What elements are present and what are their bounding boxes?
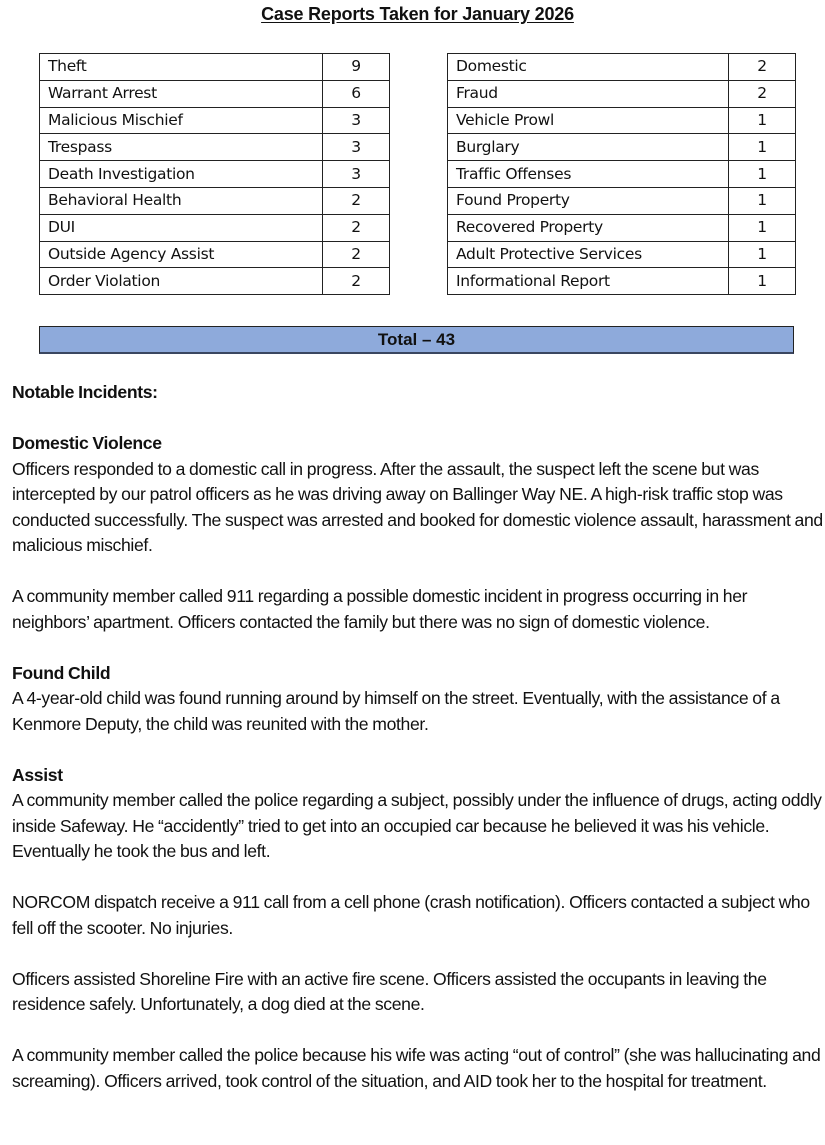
table-row [40,54,390,81]
table-row [40,107,390,134]
case-type-label: Traffic Offenses [448,161,729,188]
case-count-value: 2 [323,187,390,214]
case-count-value: 2 [323,241,390,268]
case-type-label: Fraud [448,80,729,107]
notable-incidents-body [12,380,824,1120]
table-row [448,268,796,295]
case-count-value: 6 [323,80,390,107]
notable-incidents-heading: Notable Incidents: [12,382,158,402]
incident-paragraph: A 4-year-old child was found running around by himself on the street. Eventually, with the assistance of a Kenmore Deputy, the child was reunited with the mother. [12,688,780,734]
case-count-value: 1 [729,214,796,241]
table-row [448,214,796,241]
case-count-value: 1 [729,268,796,295]
case-type-label: DUI [40,214,323,241]
case-type-label: Warrant Arrest [40,80,323,107]
case-type-label: Burglary [448,134,729,161]
case-count-value: 2 [729,80,796,107]
incident-paragraph: NORCOM dispatch receive a 911 call from a cell phone (crash notification). Officers contacted a subject who fell off the scooter. No injuries. [12,892,810,938]
table-row [40,80,390,107]
table-row [40,187,390,214]
case-count-value: 2 [729,54,796,81]
table-row [448,134,796,161]
case-type-label: Death Investigation [40,161,323,188]
case-count-value: 2 [323,214,390,241]
incident-section [12,661,824,738]
case-count-value: 3 [323,107,390,134]
section-heading: Found Child [12,662,111,683]
case-type-label: Domestic [448,54,729,81]
incident-paragraph: Officers responded to a domestic call in progress. After the assault, the suspect left the scene but was intercepted by our patrol officers as he was driving away on Ballinger Way NE. A high-risk traffic stop was conducted successfully. The suspect was arrested and booked for domestic violence assault, harassment and malicious mischief. [12,458,823,555]
table-row [40,161,390,188]
table-row [448,54,796,81]
table-row [448,161,796,188]
case-type-label: Informational Report [448,268,729,295]
case-type-label: Outside Agency Assist [40,241,323,268]
case-type-label: Theft [40,54,323,81]
incident-section [12,763,824,1095]
case-type-label: Found Property [448,187,729,214]
incident-section [12,431,824,635]
incident-paragraph: A community member called 911 regarding a possible domestic incident in progress occurring in her neighbors’ apartment. Officers contacted the family but there was no sign of domestic violence. [12,586,748,632]
incident-paragraph: A community member called the police regarding a subject, possibly under the influence of drugs, acting oddly inside Safeway. He “accidently” tried to get into an occupied car because he believed it was his vehicle. Eventually he took the bus and left. [12,790,822,861]
section-heading: Assist [12,764,63,785]
table-row [40,241,390,268]
case-count-table-left [39,53,390,295]
case-type-label: Malicious Mischief [40,107,323,134]
case-type-label: Trespass [40,134,323,161]
case-count-value: 1 [729,134,796,161]
case-type-label: Adult Protective Services [448,241,729,268]
case-count-value: 1 [729,187,796,214]
table-row [40,268,390,295]
table-row [448,241,796,268]
incident-paragraph: A community member called the police because his wife was acting “out of control” (she was hallucinating and screaming). Officers arrived, took control of the situation, and AID took her to the hospital for treatment. [12,1045,821,1091]
case-count-value: 2 [323,268,390,295]
case-count-value: 9 [323,54,390,81]
case-count-value: 3 [323,161,390,188]
table-row [40,134,390,161]
case-type-label: Behavioral Health [40,187,323,214]
case-type-label: Order Violation [40,268,323,295]
table-row [448,80,796,107]
case-type-label: Recovered Property [448,214,729,241]
incident-sections [12,431,824,1094]
case-count-value: 1 [729,161,796,188]
case-type-label: Vehicle Prowl [448,107,729,134]
section-heading: Domestic Violence [12,433,162,453]
case-count-table-right [447,53,796,295]
case-count-value: 1 [729,241,796,268]
case-count-value: 3 [323,134,390,161]
total-bar: Total – 43 [39,326,794,354]
page-title: Case Reports Taken for January 2026 [261,4,574,24]
table-row [448,187,796,214]
incident-paragraph: Officers assisted Shoreline Fire with an active fire scene. Officers assisted the occupants in leaving the residence safely. Unfortunately, a dog died at the scene. [12,968,767,1014]
case-count-value: 1 [729,107,796,134]
table-row [40,214,390,241]
table-row [448,107,796,134]
